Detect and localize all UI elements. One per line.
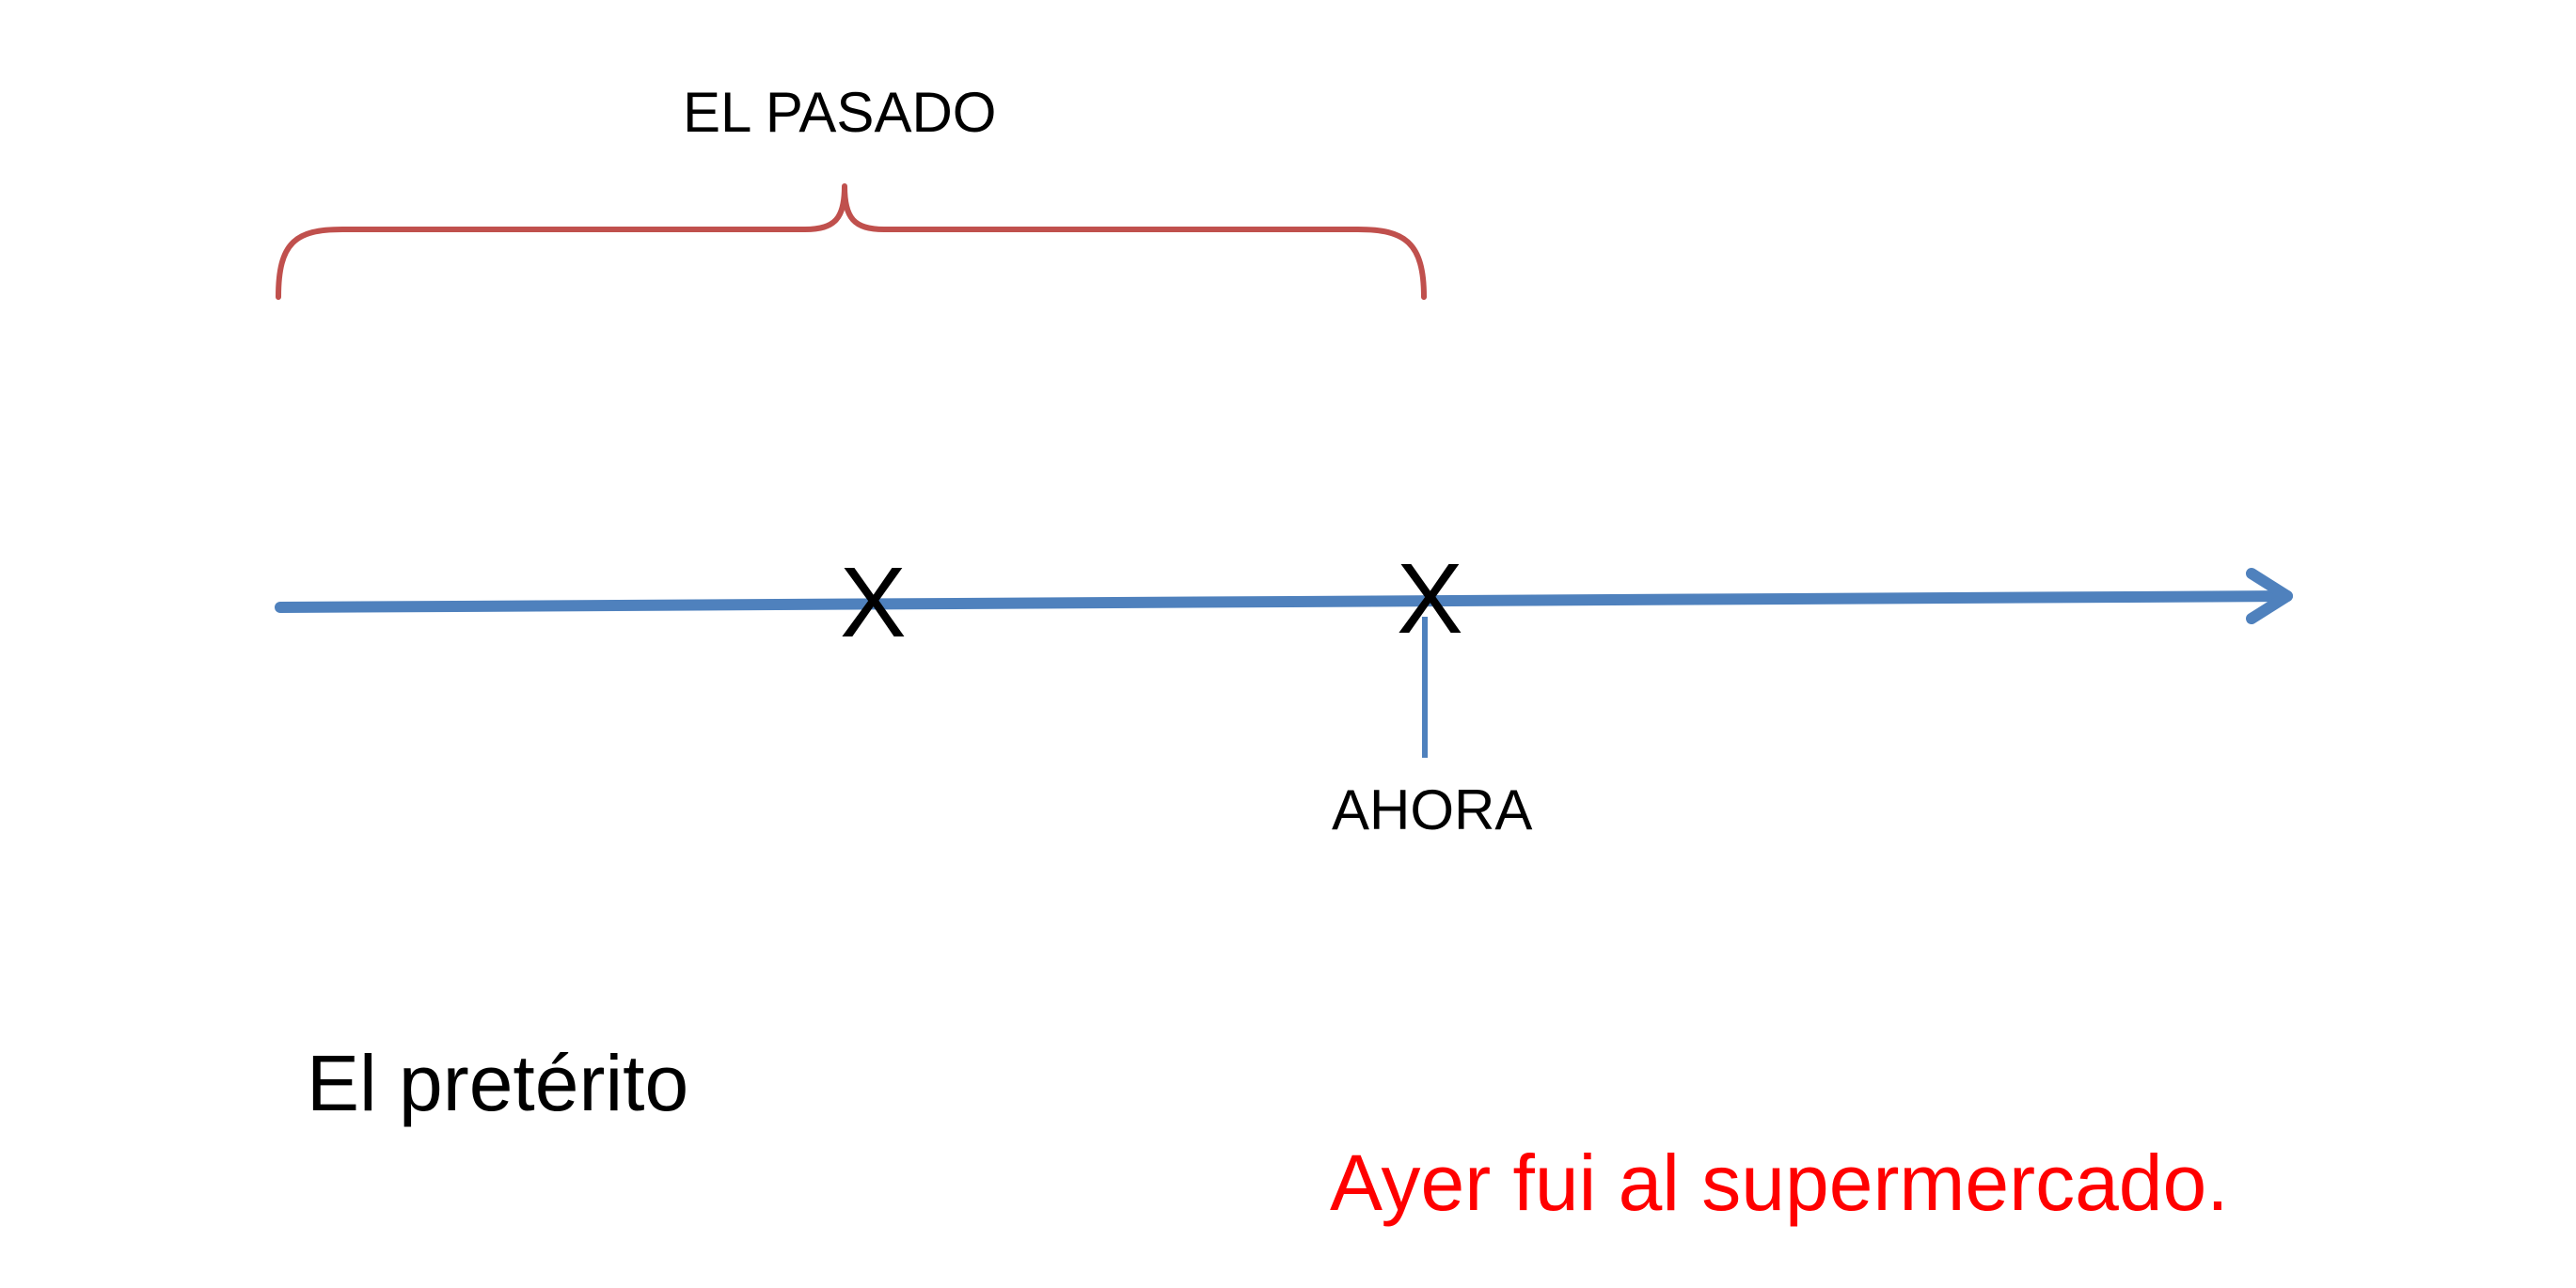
timeline-axis bbox=[280, 596, 2287, 607]
example-sentence: Ayer fui al supermercado. bbox=[1330, 1139, 2229, 1227]
curly-brace-icon bbox=[278, 186, 1424, 297]
past-label: EL PASADO bbox=[683, 81, 997, 144]
now-event-mark: X bbox=[1397, 543, 1463, 654]
tense-label: El pretérito bbox=[307, 1039, 689, 1127]
now-label: AHORA bbox=[1332, 778, 1533, 841]
past-event-mark: X bbox=[840, 547, 907, 658]
